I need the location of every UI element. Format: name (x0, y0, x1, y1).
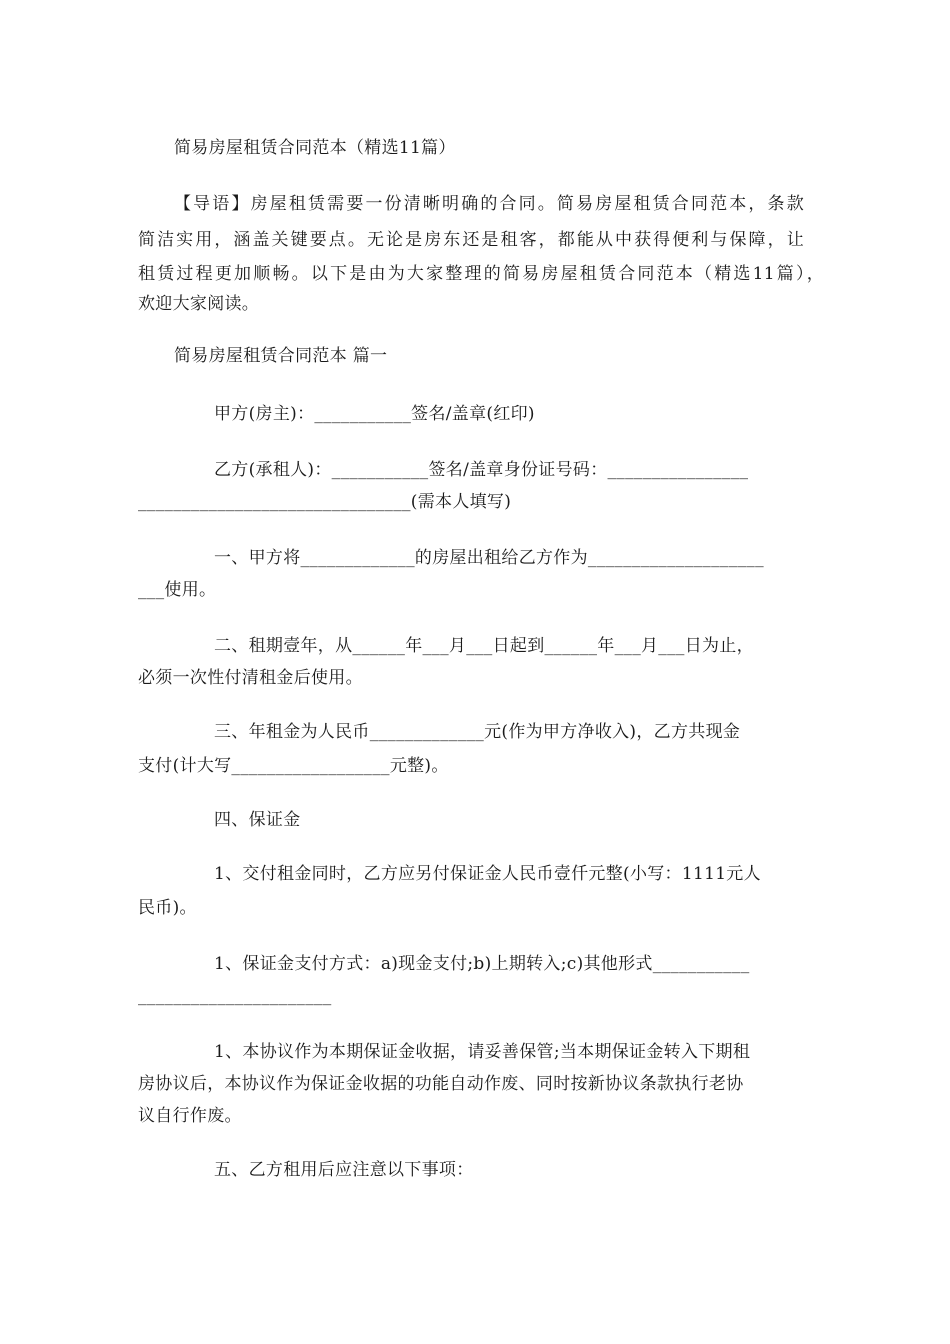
clause-2-line: 必须一次性付清租金后使用。 (138, 668, 363, 688)
party-b-line: _______________________________(需本人填写) (138, 492, 512, 512)
clause-2-line: 二、租期壹年，从______年___月___日起到______年___月___日为止， (214, 636, 754, 656)
deposit-3-line: 1、本协议作为本期保证金收据，请妥善保管;当本期保证金转入下期租 (214, 1042, 751, 1062)
intro-line: 欢迎大家阅读。 (138, 294, 260, 314)
party-a-line: 甲方(房主)：___________签名/盖章(红印) (214, 404, 535, 424)
deposit-3-line: 议自行作废。 (138, 1106, 242, 1126)
party-b-line: 乙方(承租人)：___________签名/盖章身份证号码：________________ (214, 460, 749, 480)
deposit-1-line: 民币)。 (138, 898, 197, 918)
deposit-3-line: 房协议后，本协议作为保证金收据的功能自动作废、同时按新协议条款执行老协 (138, 1074, 744, 1094)
intro-line: 简洁实用，涵盖关键要点。无论是房东还是租客，都能从中获得便利与保障，让 (138, 230, 804, 250)
intro-line: 租赁过程更加顺畅。以下是由为大家整理的简易房屋租赁合同范本（精选11篇）， (138, 264, 824, 284)
clause-4-heading: 四、保证金 (214, 810, 301, 830)
deposit-1-line: 1、交付租金同时，乙方应另付保证金人民币壹仟元整(小写：1111元人 (214, 864, 761, 884)
deposit-2-line: ______________________ (138, 986, 332, 1006)
clause-3-line: 三、年租金为人民币_____________元(作为甲方净收入)，乙方共现金 (214, 722, 741, 742)
document-title: 简易房屋租赁合同范本（精选11篇） (174, 138, 456, 158)
section-heading: 简易房屋租赁合同范本 篇一 (174, 346, 388, 366)
clause-1-line: 一、甲方将_____________的房屋出租给乙方作为____________________ (214, 548, 764, 568)
clause-3-line: 支付(计大写__________________元整)。 (138, 756, 449, 776)
clause-5-heading: 五、乙方租用后应注意以下事项： (214, 1160, 474, 1180)
clause-1-line: ___使用。 (138, 580, 217, 600)
deposit-2-line: 1、保证金支付方式：a)现金支付;b)上期转入;c)其他形式___________ (214, 954, 750, 974)
intro-line: 【导语】房屋租赁需要一份清晰明确的合同。简易房屋租赁合同范本，条款 (174, 194, 804, 214)
